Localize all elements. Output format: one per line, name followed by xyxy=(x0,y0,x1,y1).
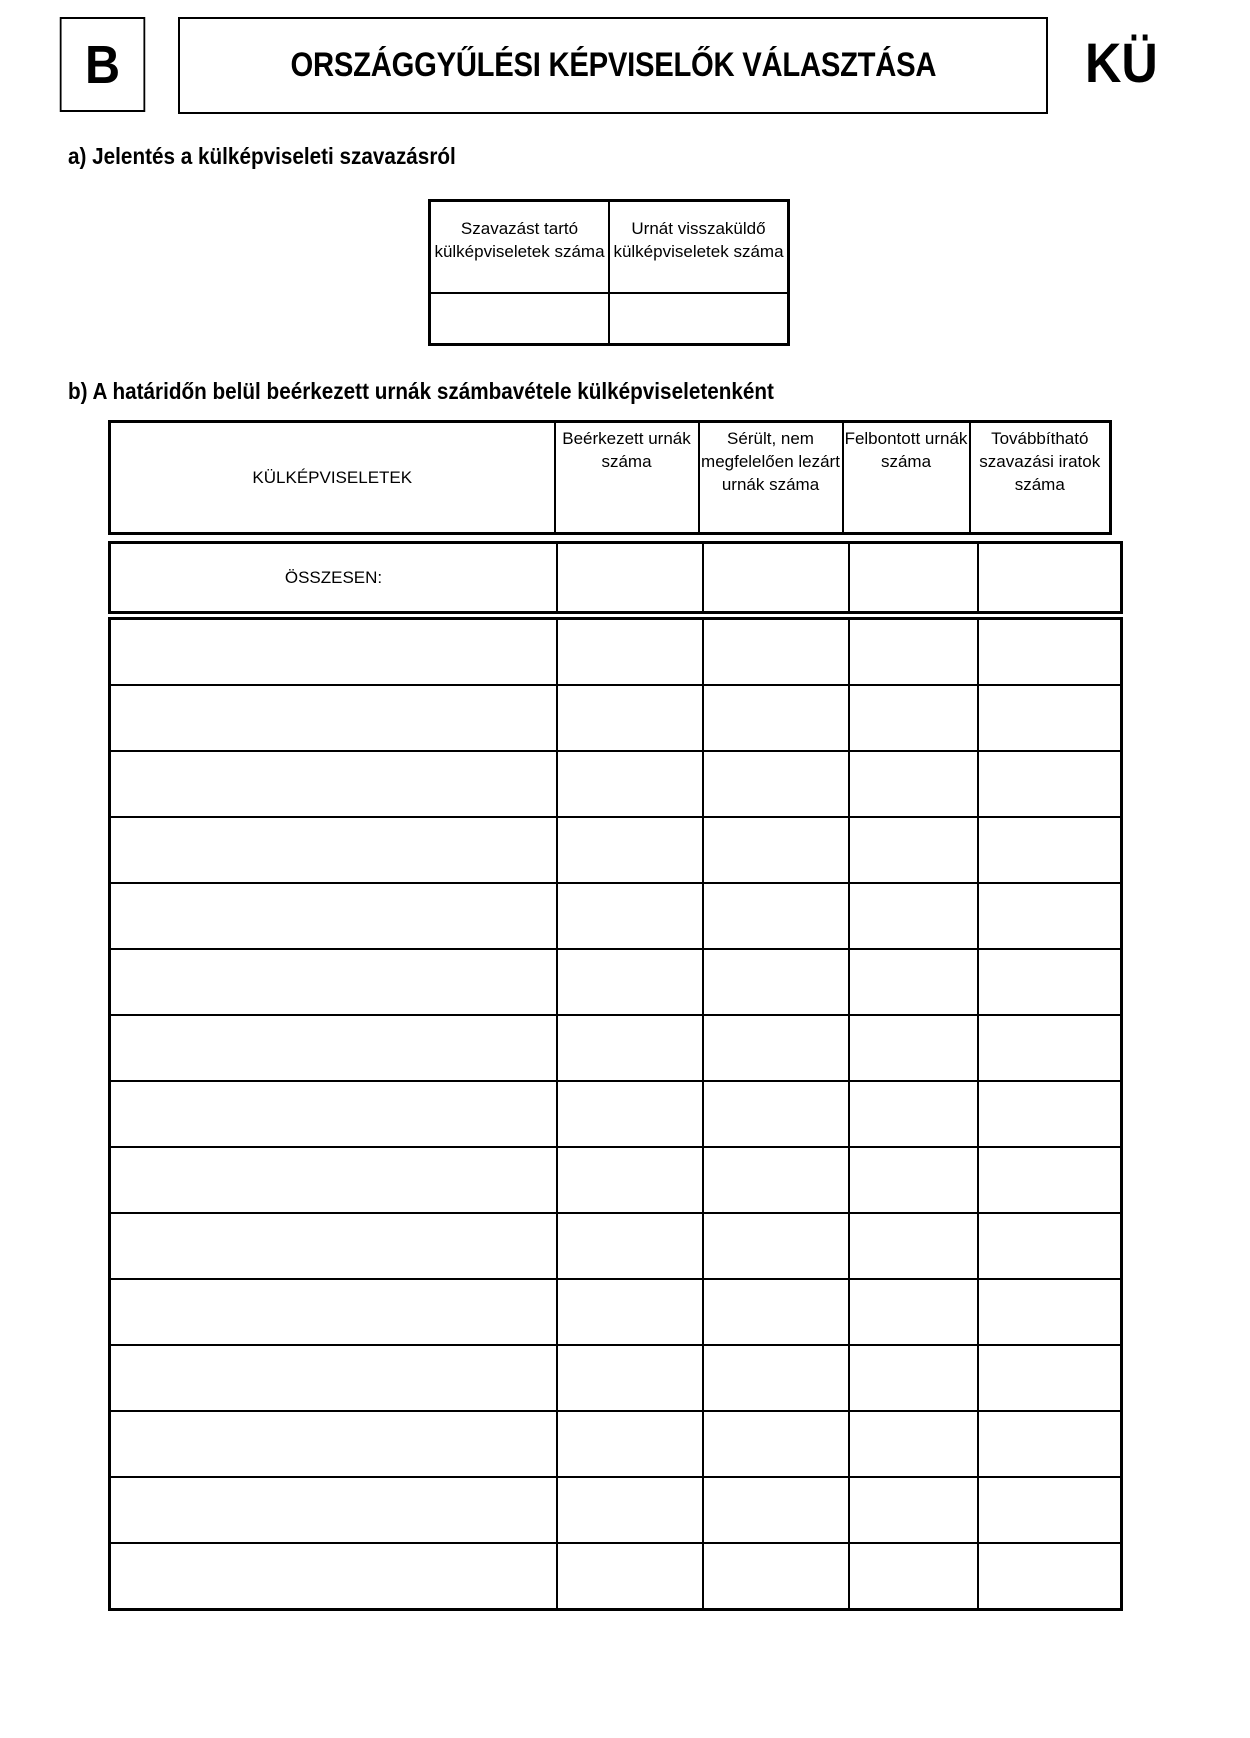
forwardable-cell[interactable] xyxy=(978,817,1122,883)
forwardable-cell[interactable] xyxy=(978,1015,1122,1081)
opened-cell[interactable] xyxy=(849,751,978,817)
forwardable-cell[interactable] xyxy=(978,1279,1122,1345)
forwardable-cell[interactable] xyxy=(978,685,1122,751)
received-cell[interactable] xyxy=(557,685,703,751)
opened-cell[interactable] xyxy=(849,619,978,686)
total-table xyxy=(108,541,1123,614)
opened-cell[interactable] xyxy=(849,1411,978,1477)
form-type-code: KÜ xyxy=(1085,31,1158,94)
received-cell[interactable] xyxy=(557,817,703,883)
missions-header-table xyxy=(108,420,1112,535)
damaged-cell[interactable] xyxy=(703,1279,849,1345)
mission-name-cell[interactable] xyxy=(110,1345,558,1411)
opened-cell[interactable] xyxy=(849,1213,978,1279)
section-b-heading: b) A határidőn belül beérkezett urnák számbavétele külképviseletenként xyxy=(68,378,774,404)
forwardable-cell[interactable] xyxy=(978,949,1122,1015)
form-code: B xyxy=(84,34,121,95)
received-cell[interactable] xyxy=(557,883,703,949)
mission-name-cell[interactable] xyxy=(110,1147,558,1213)
damaged-cell[interactable] xyxy=(703,685,849,751)
table-row xyxy=(110,1213,1122,1279)
received-cell[interactable] xyxy=(557,1411,703,1477)
damaged-cell[interactable] xyxy=(703,949,849,1015)
opened-cell[interactable] xyxy=(849,883,978,949)
forwardable-cell[interactable] xyxy=(978,1213,1122,1279)
received-cell[interactable] xyxy=(557,751,703,817)
received-cell[interactable] xyxy=(557,1477,703,1543)
header-missions: KÜLKÉPVISELETEK xyxy=(110,422,555,534)
forwardable-cell[interactable] xyxy=(978,751,1122,817)
missions-table xyxy=(108,617,1123,1611)
table-row xyxy=(110,1477,1122,1543)
table-row xyxy=(110,1015,1122,1081)
table-row xyxy=(110,1411,1122,1477)
opened-cell[interactable] xyxy=(849,949,978,1015)
header-received-urns: Beérkezett urnák száma xyxy=(555,422,699,534)
forwardable-cell[interactable] xyxy=(978,1543,1122,1610)
table-row xyxy=(110,817,1122,883)
opened-cell[interactable] xyxy=(849,817,978,883)
damaged-cell[interactable] xyxy=(703,1015,849,1081)
table-row xyxy=(110,1345,1122,1411)
mission-name-cell[interactable] xyxy=(110,1213,558,1279)
mission-name-cell[interactable] xyxy=(110,883,558,949)
forwardable-cell[interactable] xyxy=(978,1147,1122,1213)
total-received[interactable] xyxy=(557,543,703,613)
header-damaged-urns: Sérült, nem megfelelően lezárt urnák száma xyxy=(699,422,843,534)
mission-name-cell[interactable] xyxy=(110,1279,558,1345)
forwardable-cell[interactable] xyxy=(978,619,1122,686)
header-returning-missions: Urnát visszaküldő külképviseletek száma xyxy=(609,201,789,293)
table-row xyxy=(110,949,1122,1015)
mission-name-cell[interactable] xyxy=(110,685,558,751)
table-row xyxy=(110,1279,1122,1345)
forwardable-cell[interactable] xyxy=(978,1081,1122,1147)
received-cell[interactable] xyxy=(557,619,703,686)
damaged-cell[interactable] xyxy=(703,1477,849,1543)
damaged-cell[interactable] xyxy=(703,1081,849,1147)
damaged-cell[interactable] xyxy=(703,1345,849,1411)
forwardable-cell[interactable] xyxy=(978,1345,1122,1411)
opened-cell[interactable] xyxy=(849,1477,978,1543)
opened-cell[interactable] xyxy=(849,1147,978,1213)
received-cell[interactable] xyxy=(557,1213,703,1279)
header-opened-urns: Felbontott urnák száma xyxy=(843,422,970,534)
mission-name-cell[interactable] xyxy=(110,817,558,883)
table-row xyxy=(110,619,1122,686)
opened-cell[interactable] xyxy=(849,1015,978,1081)
damaged-cell[interactable] xyxy=(703,883,849,949)
section-a-heading: a) Jelentés a külképviseleti szavazásról xyxy=(68,143,456,169)
opened-cell[interactable] xyxy=(849,1543,978,1610)
mission-name-cell[interactable] xyxy=(110,751,558,817)
damaged-cell[interactable] xyxy=(703,817,849,883)
value-returning-missions[interactable] xyxy=(609,293,789,345)
form-code-box xyxy=(60,17,146,112)
table-row xyxy=(110,685,1122,751)
damaged-cell[interactable] xyxy=(703,751,849,817)
damaged-cell[interactable] xyxy=(703,1411,849,1477)
opened-cell[interactable] xyxy=(849,1081,978,1147)
total-opened[interactable] xyxy=(849,543,978,613)
table-row xyxy=(110,883,1122,949)
forwardable-cell[interactable] xyxy=(978,1411,1122,1477)
table-row xyxy=(110,751,1122,817)
forwardable-cell[interactable] xyxy=(978,883,1122,949)
value-voting-missions[interactable] xyxy=(430,293,610,345)
damaged-cell[interactable] xyxy=(703,1543,849,1610)
received-cell[interactable] xyxy=(557,1279,703,1345)
page-title: ORSZÁGGYŰLÉSI KÉPVISELŐK VÁLASZTÁSA xyxy=(290,46,936,84)
title-box xyxy=(178,17,1048,114)
mission-name-cell[interactable] xyxy=(110,1543,558,1610)
opened-cell[interactable] xyxy=(849,1279,978,1345)
opened-cell[interactable] xyxy=(849,685,978,751)
damaged-cell[interactable] xyxy=(703,1213,849,1279)
total-forwardable[interactable] xyxy=(978,543,1122,613)
header-forwardable-docs: Továbbítható szavazási iratok száma xyxy=(970,422,1111,534)
mission-name-cell[interactable] xyxy=(110,1411,558,1477)
mission-name-cell[interactable] xyxy=(110,619,558,686)
received-cell[interactable] xyxy=(557,1543,703,1610)
total-label: ÖSSZESEN: xyxy=(110,543,558,613)
received-cell[interactable] xyxy=(557,1147,703,1213)
received-cell[interactable] xyxy=(557,949,703,1015)
missions-table-body xyxy=(110,619,1122,1610)
opened-cell[interactable] xyxy=(849,1345,978,1411)
total-damaged[interactable] xyxy=(703,543,849,613)
received-cell[interactable] xyxy=(557,1081,703,1147)
table-row xyxy=(110,1081,1122,1147)
forwardable-cell[interactable] xyxy=(978,1477,1122,1543)
received-cell[interactable] xyxy=(557,1345,703,1411)
table-row xyxy=(110,1543,1122,1610)
received-cell[interactable] xyxy=(557,1015,703,1081)
mission-name-cell[interactable] xyxy=(110,1081,558,1147)
header-voting-missions: Szavazást tartó külképviseletek száma xyxy=(430,201,610,293)
mission-name-cell[interactable] xyxy=(110,1015,558,1081)
summary-table xyxy=(428,199,790,346)
table-row xyxy=(110,1147,1122,1213)
damaged-cell[interactable] xyxy=(703,1147,849,1213)
mission-name-cell[interactable] xyxy=(110,949,558,1015)
damaged-cell[interactable] xyxy=(703,619,849,686)
mission-name-cell[interactable] xyxy=(110,1477,558,1543)
